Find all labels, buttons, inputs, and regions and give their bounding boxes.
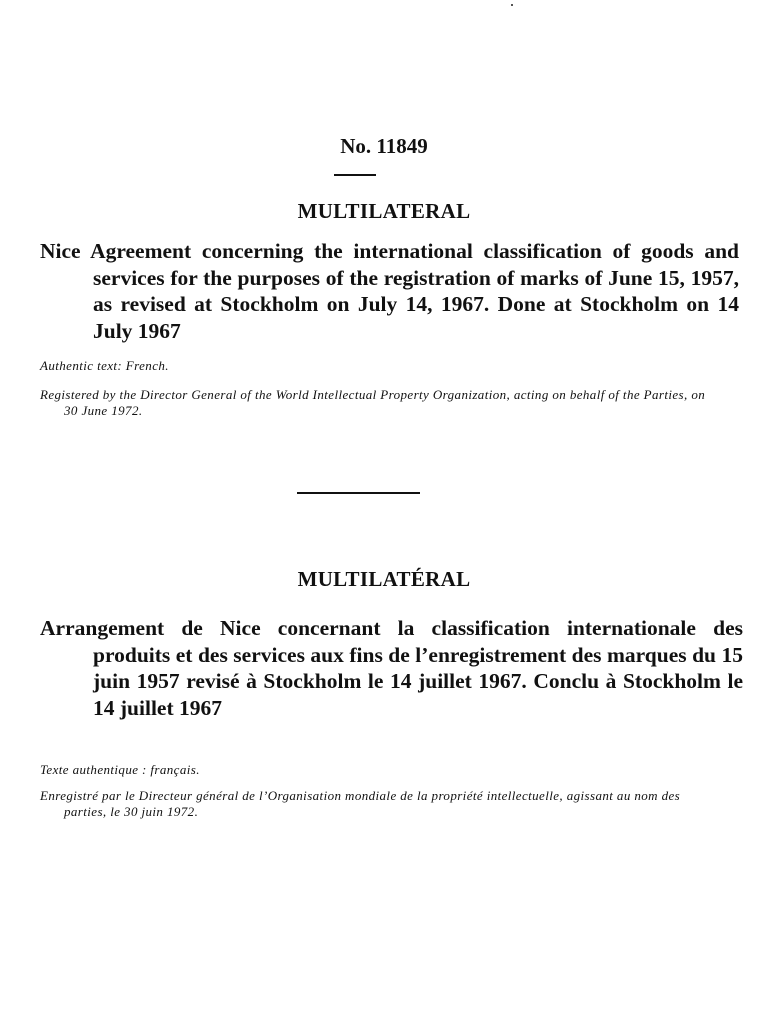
heading-french: MULTILATÉRAL [297,567,471,591]
section-divider [297,492,420,494]
title-english: Nice Agreement concerning the international classification of goods and services for the purposes of the registration of marks of June 15, 1957, as revised at Stockholm on July 14, 1967. Done at Stockholm on 14 July 1967 [40,239,739,343]
scan-speck [511,4,513,6]
heading-english: MULTILATERAL [297,199,471,223]
treaty-number: No. 11849 [340,134,428,158]
authentic-text-english: Authentic text: French. [40,358,169,373]
registration-note-english: Registered by the Director General of the World Intellectual Property Organization, acting on behalf of the Parties, on 30 June 1972. [40,387,706,418]
registration-note-french: Enregistré par le Directeur général de l’Organisation mondiale de la propriété intellectuelle, agissant au nom des parties, le 30 juin 1972. [40,788,681,819]
authentic-text-french: Texte authentique : français. [40,762,200,777]
short-divider [334,174,376,176]
title-french: Arrangement de Nice concernant la classification internationale des produits et des services aux fins de l’enregistrement des marques du 15 juin 1957 revisé à Stockholm le 14 juillet 1967. Conclu à Stockholm le 14 juillet 1967 [40,616,743,720]
